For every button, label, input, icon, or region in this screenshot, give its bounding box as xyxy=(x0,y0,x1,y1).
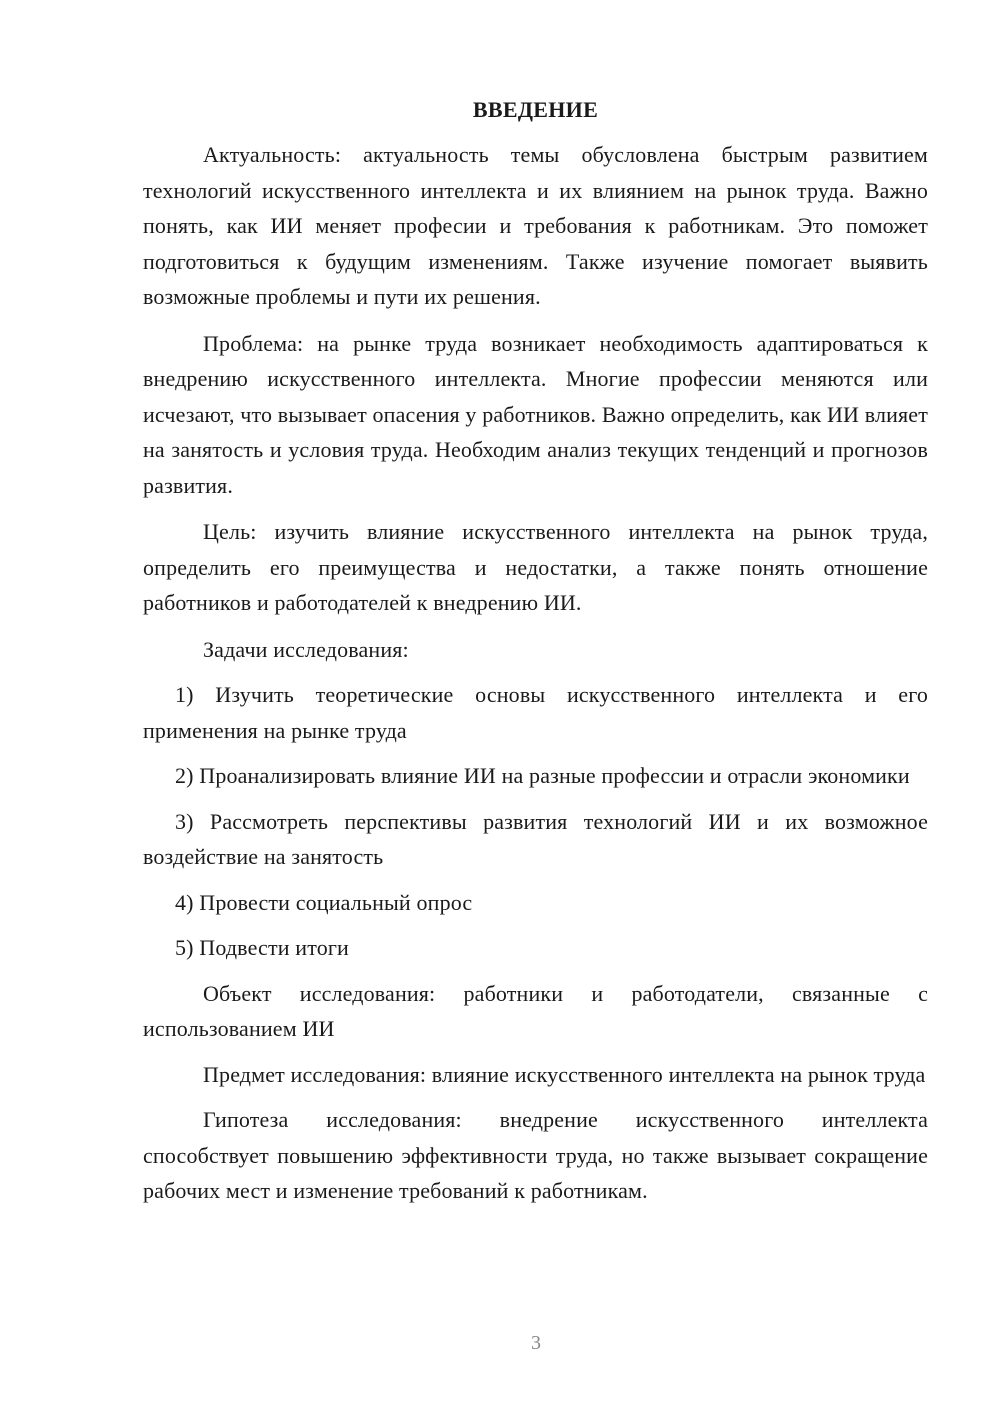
list-item: 5) Подвести итоги xyxy=(175,935,349,960)
list-item: 3) Рассмотреть перспективы развития технологий ИИ и их возможное воздействие на занятость xyxy=(143,808,928,869)
paragraph-relevance: Актуальность: актуальность темы обусловлена быстрым развитием технологий искусственного интеллекта и их влиянием на рынок труда. Важно понять, как ИИ меняет професии и требования к работникам. Это поможет подготовиться к будущим изменениям. Также изучение помогает выявить возможные проблемы и пути их решения. xyxy=(143,142,928,309)
paragraph-subject: Предмет исследования: влияние искусственного интеллекта на рынок труда xyxy=(203,1061,926,1087)
list-item: 4) Провести социальный опрос xyxy=(175,889,473,915)
paragraph-hypothesis: Гипотеза исследования: внедрение искусственного интеллекта способствует повышению эффективности труда, но также вызывает сокращение рабочих мест и изменение требований к работникам. xyxy=(143,1107,928,1203)
paragraph-goal: Цель: изучить влияние искусственного интеллекта на рынок труда, определить его преимущества и недостатки, а также понять отношение работников и работодателей к внедрению ИИ. xyxy=(143,519,928,615)
tasks-list xyxy=(143,677,928,966)
section-title: ВВЕДЕНИЕ xyxy=(472,97,599,122)
list-item: 2) Проанализировать влияние ИИ на разные профессии и отрасли экономики xyxy=(175,763,910,788)
paragraph-problem: Проблема: на рынке труда возникает необходимость адаптироваться к внедрению искусственного интеллекта. Многие профессии меняются или исчезают, что вызывает опасения у работников. Важно определить, как ИИ влияет на занятость и условия труда. Необходим анализ текущих тенденций и прогнозов развития. xyxy=(143,330,928,498)
list-item: 1) Изучить теоретические основы искусственного интеллекта и его применения на рынке труда xyxy=(143,682,928,743)
tasks-heading: Задачи исследования: xyxy=(203,636,409,662)
document-page xyxy=(143,92,928,1209)
page-number: 3 xyxy=(531,1332,541,1354)
paragraph-object: Объект исследования: работники и работодатели, связанные с использованием ИИ xyxy=(143,980,928,1041)
